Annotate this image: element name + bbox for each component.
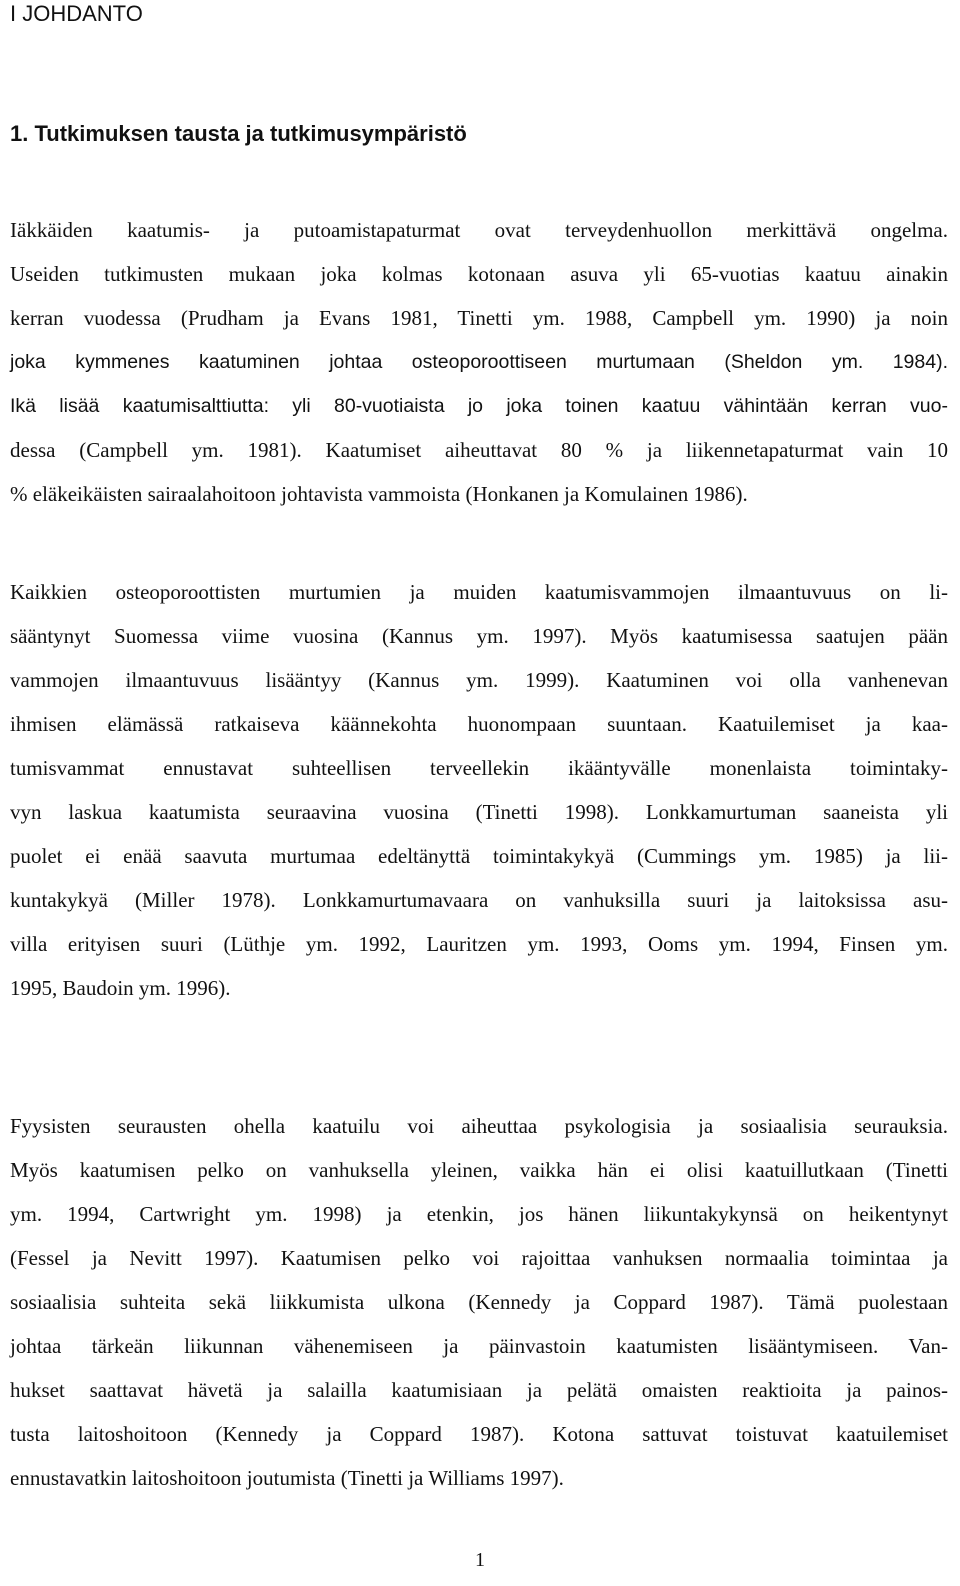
text-line: Iäkkäiden kaatumis- ja putoamistapaturmat ovat terveydenhuollon merkittävä ongelma. [10, 218, 948, 242]
text-line: tumisvammat ennustavat suhteellisen terveellekin ikääntyvälle monenlaista toimintaky- [10, 756, 948, 780]
text-line: vammojen ilmaantuvuus lisääntyy (Kannus ym. 1999). Kaatuminen voi olla vanhenevan [10, 668, 948, 692]
text-line: Fyysisten seurausten ohella kaatuilu voi aiheuttaa psykologisia ja sosiaalisia seurauksia. [10, 1114, 948, 1138]
text-line: puolet ei enää saavuta murtumaa edeltänyttä toimintakykyä (Cummings ym. 1985) ja lii- [10, 844, 948, 868]
text-line: Kaikkien osteoporoottisten murtumien ja muiden kaatumisvammojen ilmaantuvuus on li- [10, 580, 948, 604]
text-line: Useiden tutkimusten mukaan joka kolmas kotonaan asuva yli 65-vuotias kaatuu ainakin [10, 262, 948, 286]
text-line: 1995, Baudoin ym. 1996). [10, 976, 231, 1000]
text-line: johtaa tärkeän liikunnan vähenemiseen ja päinvastoin kaatumisten lisääntymiseen. Van- [10, 1334, 948, 1358]
text-line: sääntynyt Suomessa viime vuosina (Kannus ym. 1997). Myös kaatumisessa saatujen pään [10, 624, 948, 648]
text-line: % eläkeikäisten sairaalahoitoon johtavista vammoista (Honkanen ja Komulainen 1986). [10, 482, 748, 506]
text-line: kuntakykyä (Miller 1978). Lonkkamurtumavaara on vanhuksilla suuri ja laitoksissa asu- [10, 888, 948, 912]
text-line: tusta laitoshoitoon (Kennedy ja Coppard 1987). Kotona sattuvat toistuvat kaatuilemiset [10, 1422, 948, 1446]
page-number: 1 [475, 1549, 485, 1571]
section-heading: 1. Tutkimuksen tausta ja tutkimusympäristö [10, 121, 467, 146]
chapter-heading: I JOHDANTO [10, 1, 143, 26]
text-line: ym. 1994, Cartwright ym. 1998) ja etenkin, jos hänen liikuntakykynsä on heikentynyt [10, 1202, 948, 1226]
text-line: Ikä lisää kaatumisalttiutta: yli 80-vuotiaista jo joka toinen kaatuu vähintään kerran vuo- [10, 395, 948, 417]
text-line: Myös kaatumisen pelko on vanhuksella yleinen, vaikka hän ei olisi kaatuillutkaan (Tinetti [10, 1158, 948, 1182]
paragraph-1 [10, 208, 948, 516]
text-line: joka kymmenes kaatuminen johtaa osteoporoottiseen murtumaan (Sheldon ym. 1984). [10, 351, 948, 373]
text-line: (Fessel ja Nevitt 1997). Kaatumisen pelko voi rajoittaa vanhuksen normaalia toimintaa ja [10, 1246, 948, 1270]
text-line: sosiaalisia suhteita sekä liikkumista ulkona (Kennedy ja Coppard 1987). Tämä puolestaan [10, 1290, 948, 1314]
text-line: villa erityisen suuri (Lüthje ym. 1992, Lauritzen ym. 1993, Ooms ym. 1994, Finsen ym. [10, 932, 948, 956]
paragraph-2 [10, 570, 948, 1010]
text-line: dessa (Campbell ym. 1981). Kaatumiset aiheuttavat 80 % ja liikennetapaturmat vain 10 [10, 438, 948, 462]
text-line: vyn laskua kaatumista seuraavina vuosina (Tinetti 1998). Lonkkamurtuman saaneista yli [10, 800, 948, 824]
text-line: hukset saattavat hävetä ja salailla kaatumisiaan ja pelätä omaisten reaktioita ja painos- [10, 1378, 948, 1402]
text-line: kerran vuodessa (Prudham ja Evans 1981, Tinetti ym. 1988, Campbell ym. 1990) ja noin [10, 306, 948, 330]
paragraph-3 [10, 1104, 948, 1500]
text-line: ihmisen elämässä ratkaiseva käännekohta huonompaan suuntaan. Kaatuilemiset ja kaa- [10, 712, 948, 736]
text-line: ennustavatkin laitoshoitoon joutumista (Tinetti ja Williams 1997). [10, 1466, 564, 1490]
